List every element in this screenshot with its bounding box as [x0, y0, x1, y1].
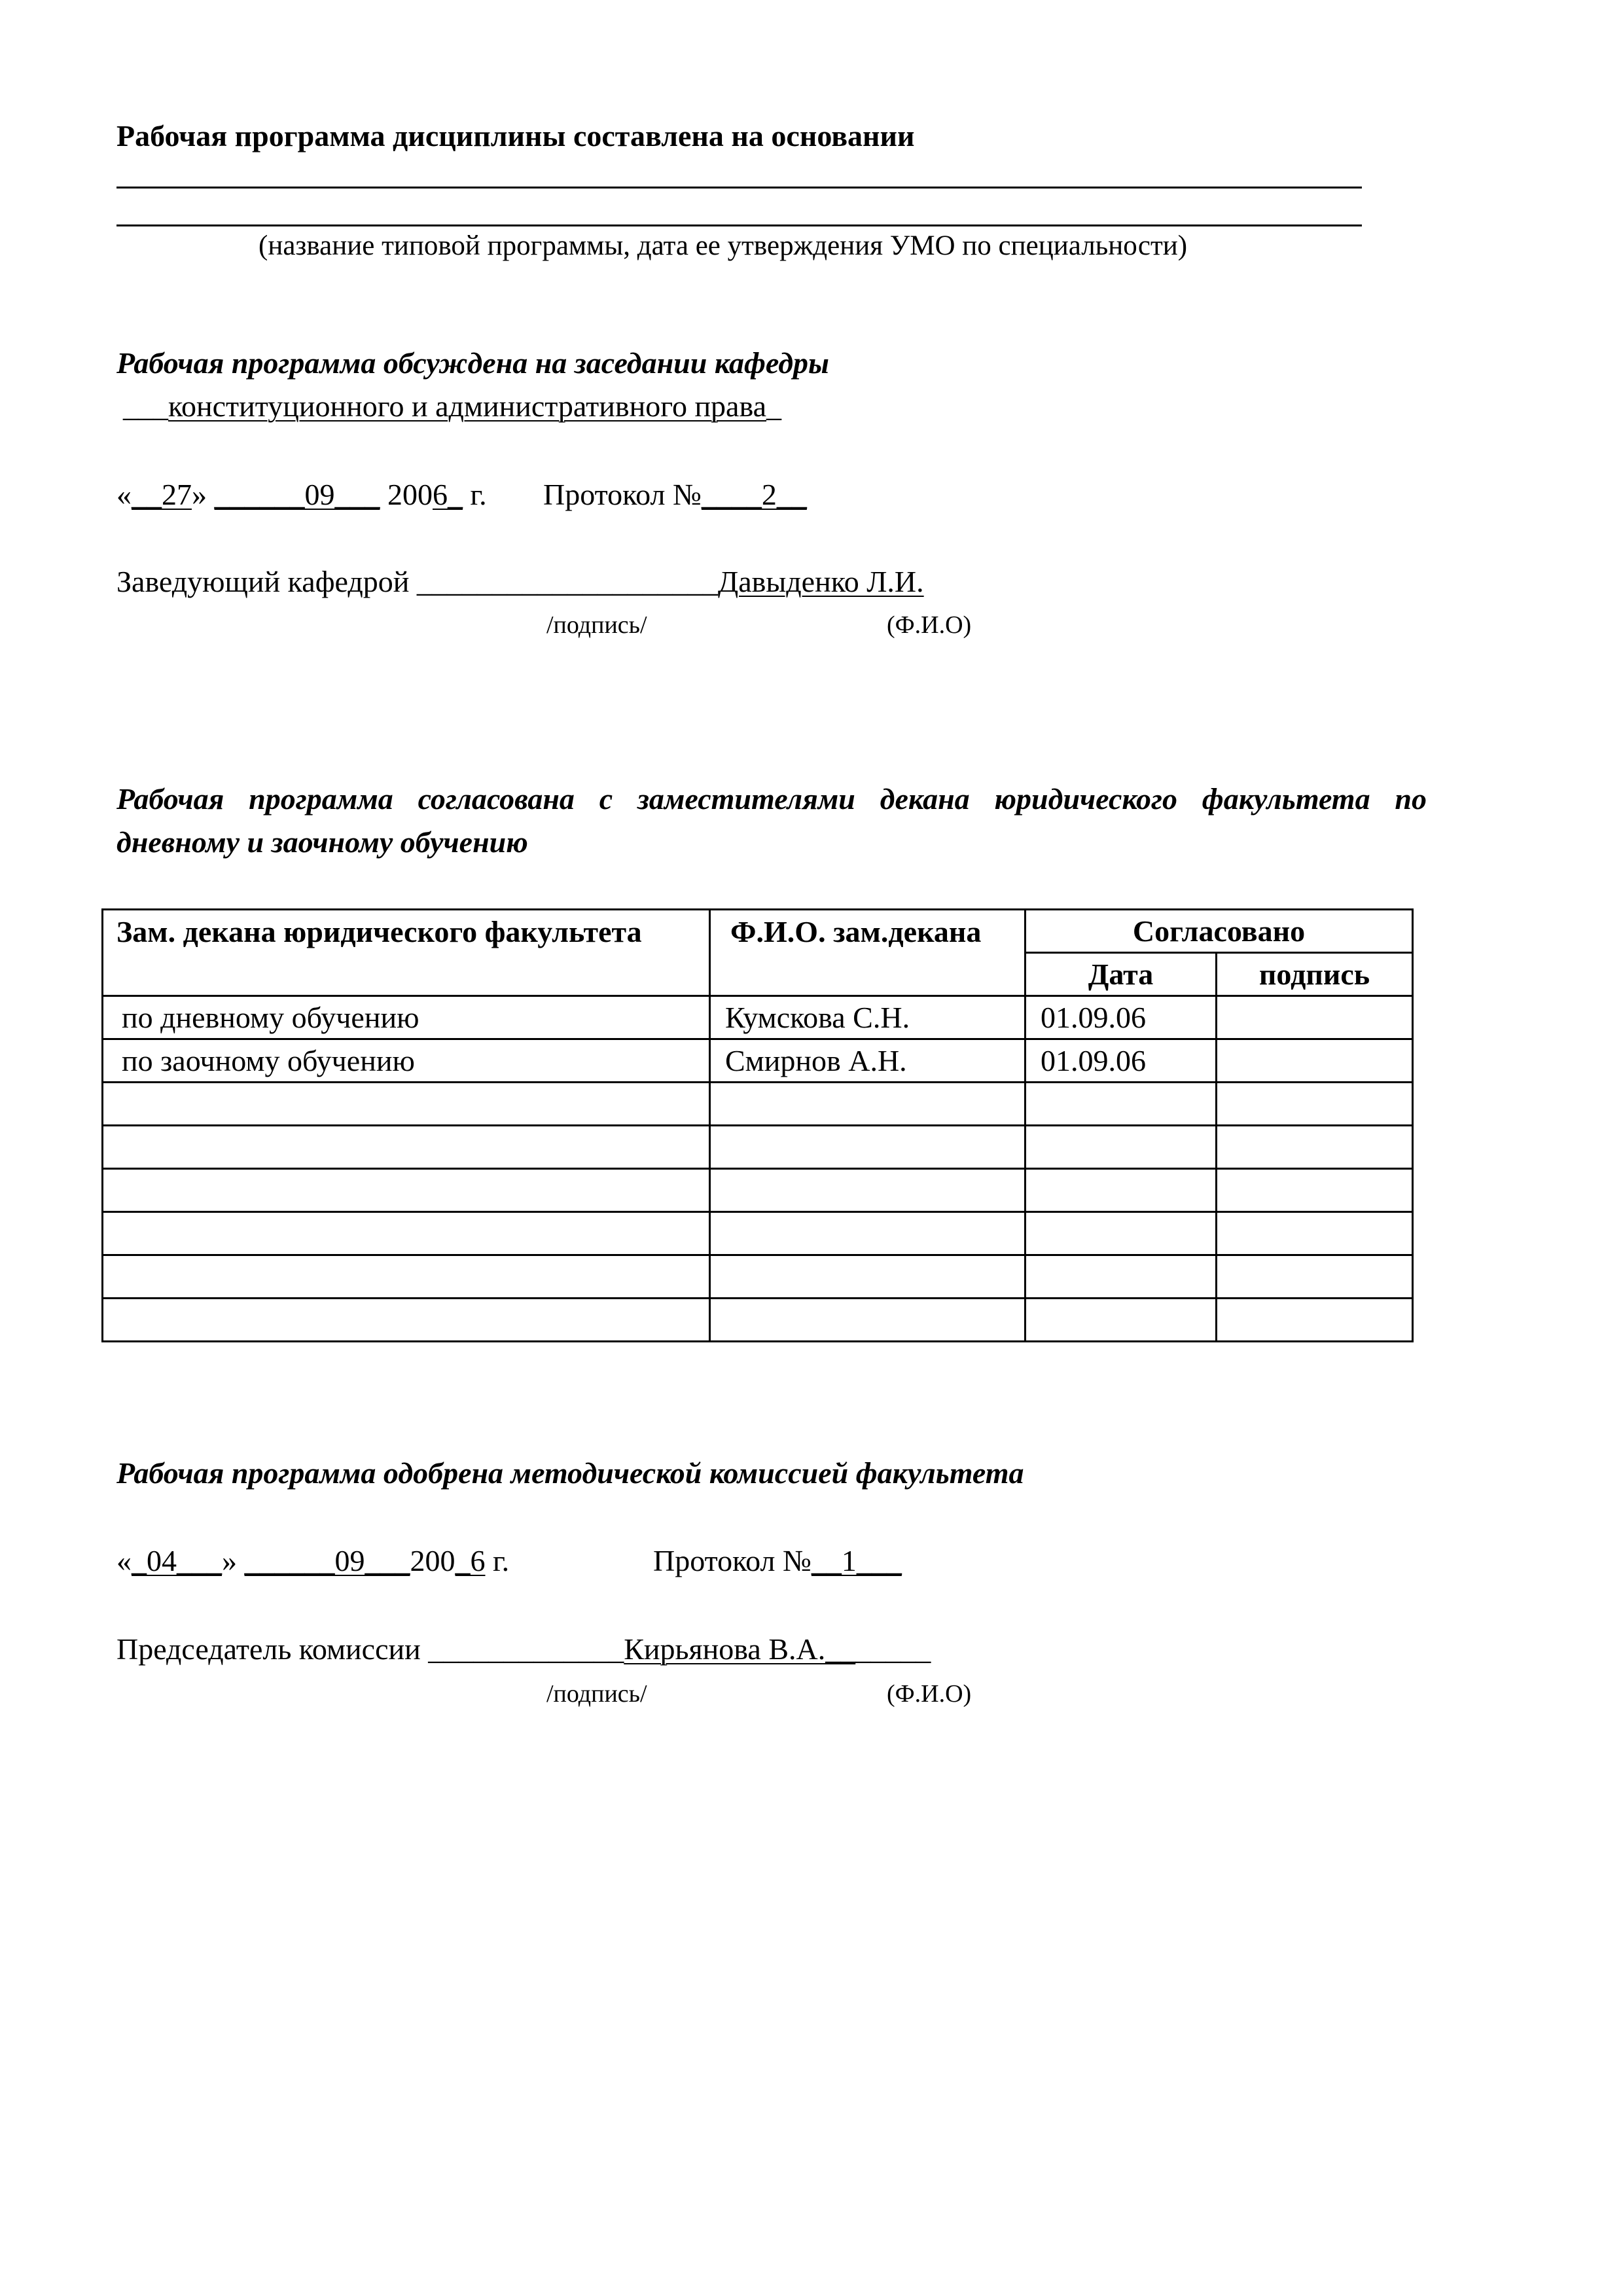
col-date-header: Дата — [1026, 953, 1217, 996]
department-name-suffix: _ — [766, 389, 782, 423]
date-year-digit: _6 — [455, 1544, 486, 1577]
table-row — [103, 1039, 1413, 1083]
date-open-quote: « — [116, 478, 132, 511]
basis-heading: Рабочая программа дисциплины составлена на основании — [116, 119, 915, 152]
chair-signature-caption: /подпись/ — [546, 1680, 647, 1708]
row-position — [103, 1126, 710, 1169]
row-date — [1026, 1126, 1217, 1169]
date-close-quote: » — [192, 478, 207, 511]
basis-line-1 — [116, 187, 1362, 188]
table-row — [103, 1212, 1413, 1255]
row-date — [1026, 1169, 1217, 1212]
row-signature — [1217, 1083, 1413, 1126]
row-date — [1026, 1255, 1217, 1299]
date-year-prefix: 200 — [410, 1544, 455, 1577]
protocol-label: Протокол № — [653, 1544, 812, 1577]
date-year-digit: 6_ — [433, 478, 463, 511]
chair-signature-line: _____________ — [428, 1632, 624, 1666]
date-day: __27 — [132, 478, 192, 511]
row-signature — [1217, 996, 1413, 1039]
commission-date — [116, 1545, 509, 1578]
approval-table — [101, 908, 1414, 1342]
row-name — [710, 1126, 1026, 1169]
chair-label: Председатель комиссии — [116, 1632, 421, 1666]
protocol-number: __1___ — [811, 1544, 902, 1577]
row-signature — [1217, 1299, 1413, 1342]
department-head — [116, 565, 924, 599]
row-position — [103, 1212, 710, 1255]
table-row — [103, 1255, 1413, 1299]
row-position: по дневному обучению — [103, 996, 710, 1039]
row-date: 01.09.06 — [1026, 996, 1217, 1039]
table-row — [103, 1169, 1413, 1212]
department-name: конституционного и административного права — [168, 389, 767, 423]
row-position — [103, 1083, 710, 1126]
row-signature — [1217, 1039, 1413, 1083]
deans-heading-line2: дневному и заочному обучению — [116, 825, 528, 859]
table-row — [103, 1126, 1413, 1169]
head-fio-caption: (Ф.И.О) — [887, 611, 972, 639]
basis-caption: (название типовой программы, дата ее утверждения УМО по специальности) — [259, 230, 1188, 261]
col-position-header: Зам. декана юридического факультета — [103, 910, 710, 996]
row-name — [710, 1299, 1026, 1342]
row-signature — [1217, 1126, 1413, 1169]
row-name: Смирнов А.Н. — [710, 1039, 1026, 1083]
commission-protocol — [653, 1545, 902, 1578]
chair-fio-caption: (Ф.И.О) — [887, 1680, 972, 1708]
date-month: ______09___ — [244, 1544, 410, 1577]
table-row — [103, 996, 1413, 1039]
protocol-number: ____2__ — [701, 478, 807, 511]
col-agreed-header: Согласовано — [1026, 910, 1413, 953]
date-day: _04___ — [132, 1544, 222, 1577]
row-name — [710, 1212, 1026, 1255]
row-position: по заочному обучению — [103, 1039, 710, 1083]
commission-heading: Рабочая программа одобрена методической комиссией факультета — [116, 1456, 1024, 1490]
row-date — [1026, 1212, 1217, 1255]
row-position — [103, 1255, 710, 1299]
table-row — [103, 1299, 1413, 1342]
row-date: 01.09.06 — [1026, 1039, 1217, 1083]
row-date — [1026, 1299, 1217, 1342]
row-position — [103, 1299, 710, 1342]
department-name-prefix: ___ — [123, 389, 168, 423]
row-name — [710, 1083, 1026, 1126]
department-date — [116, 478, 487, 512]
chair-tail-line: _____ — [855, 1632, 931, 1666]
commission-chair — [116, 1633, 931, 1666]
row-signature — [1217, 1255, 1413, 1299]
head-signature-caption: /подпись/ — [546, 611, 647, 639]
row-name — [710, 1169, 1026, 1212]
row-name — [710, 1255, 1026, 1299]
col-signature-header: подпись — [1217, 953, 1413, 996]
deans-heading-line1: Рабочая программа согласована с заместителями декана юридического факультета по — [116, 782, 1427, 816]
protocol-label: Протокол № — [543, 478, 702, 511]
table-header-row — [103, 910, 1413, 953]
date-open-quote: « — [116, 1544, 132, 1577]
row-name: Кумскова С.Н. — [710, 996, 1026, 1039]
chair-name: Кирьянова В.А.__ — [624, 1632, 856, 1666]
row-signature — [1217, 1169, 1413, 1212]
date-year-suffix: г. — [493, 1544, 510, 1577]
row-date — [1026, 1083, 1217, 1126]
basis-line-2 — [116, 224, 1362, 226]
department-protocol — [543, 478, 807, 512]
head-label: Заведующий кафедрой — [116, 565, 410, 598]
date-year-prefix: 200 — [387, 478, 433, 511]
head-name: Давыденко Л.И. — [717, 565, 924, 598]
department-name-line — [123, 390, 781, 423]
date-close-quote: » — [222, 1544, 237, 1577]
date-year-suffix: г. — [470, 478, 487, 511]
date-month: ______09___ — [214, 478, 380, 511]
table-row — [103, 1083, 1413, 1126]
head-signature-line: ____________________ — [416, 565, 718, 598]
row-signature — [1217, 1212, 1413, 1255]
row-position — [103, 1169, 710, 1212]
col-name-header: Ф.И.О. зам.декана — [710, 910, 1026, 996]
department-heading: Рабочая программа обсуждена на заседании кафедры — [116, 346, 829, 380]
